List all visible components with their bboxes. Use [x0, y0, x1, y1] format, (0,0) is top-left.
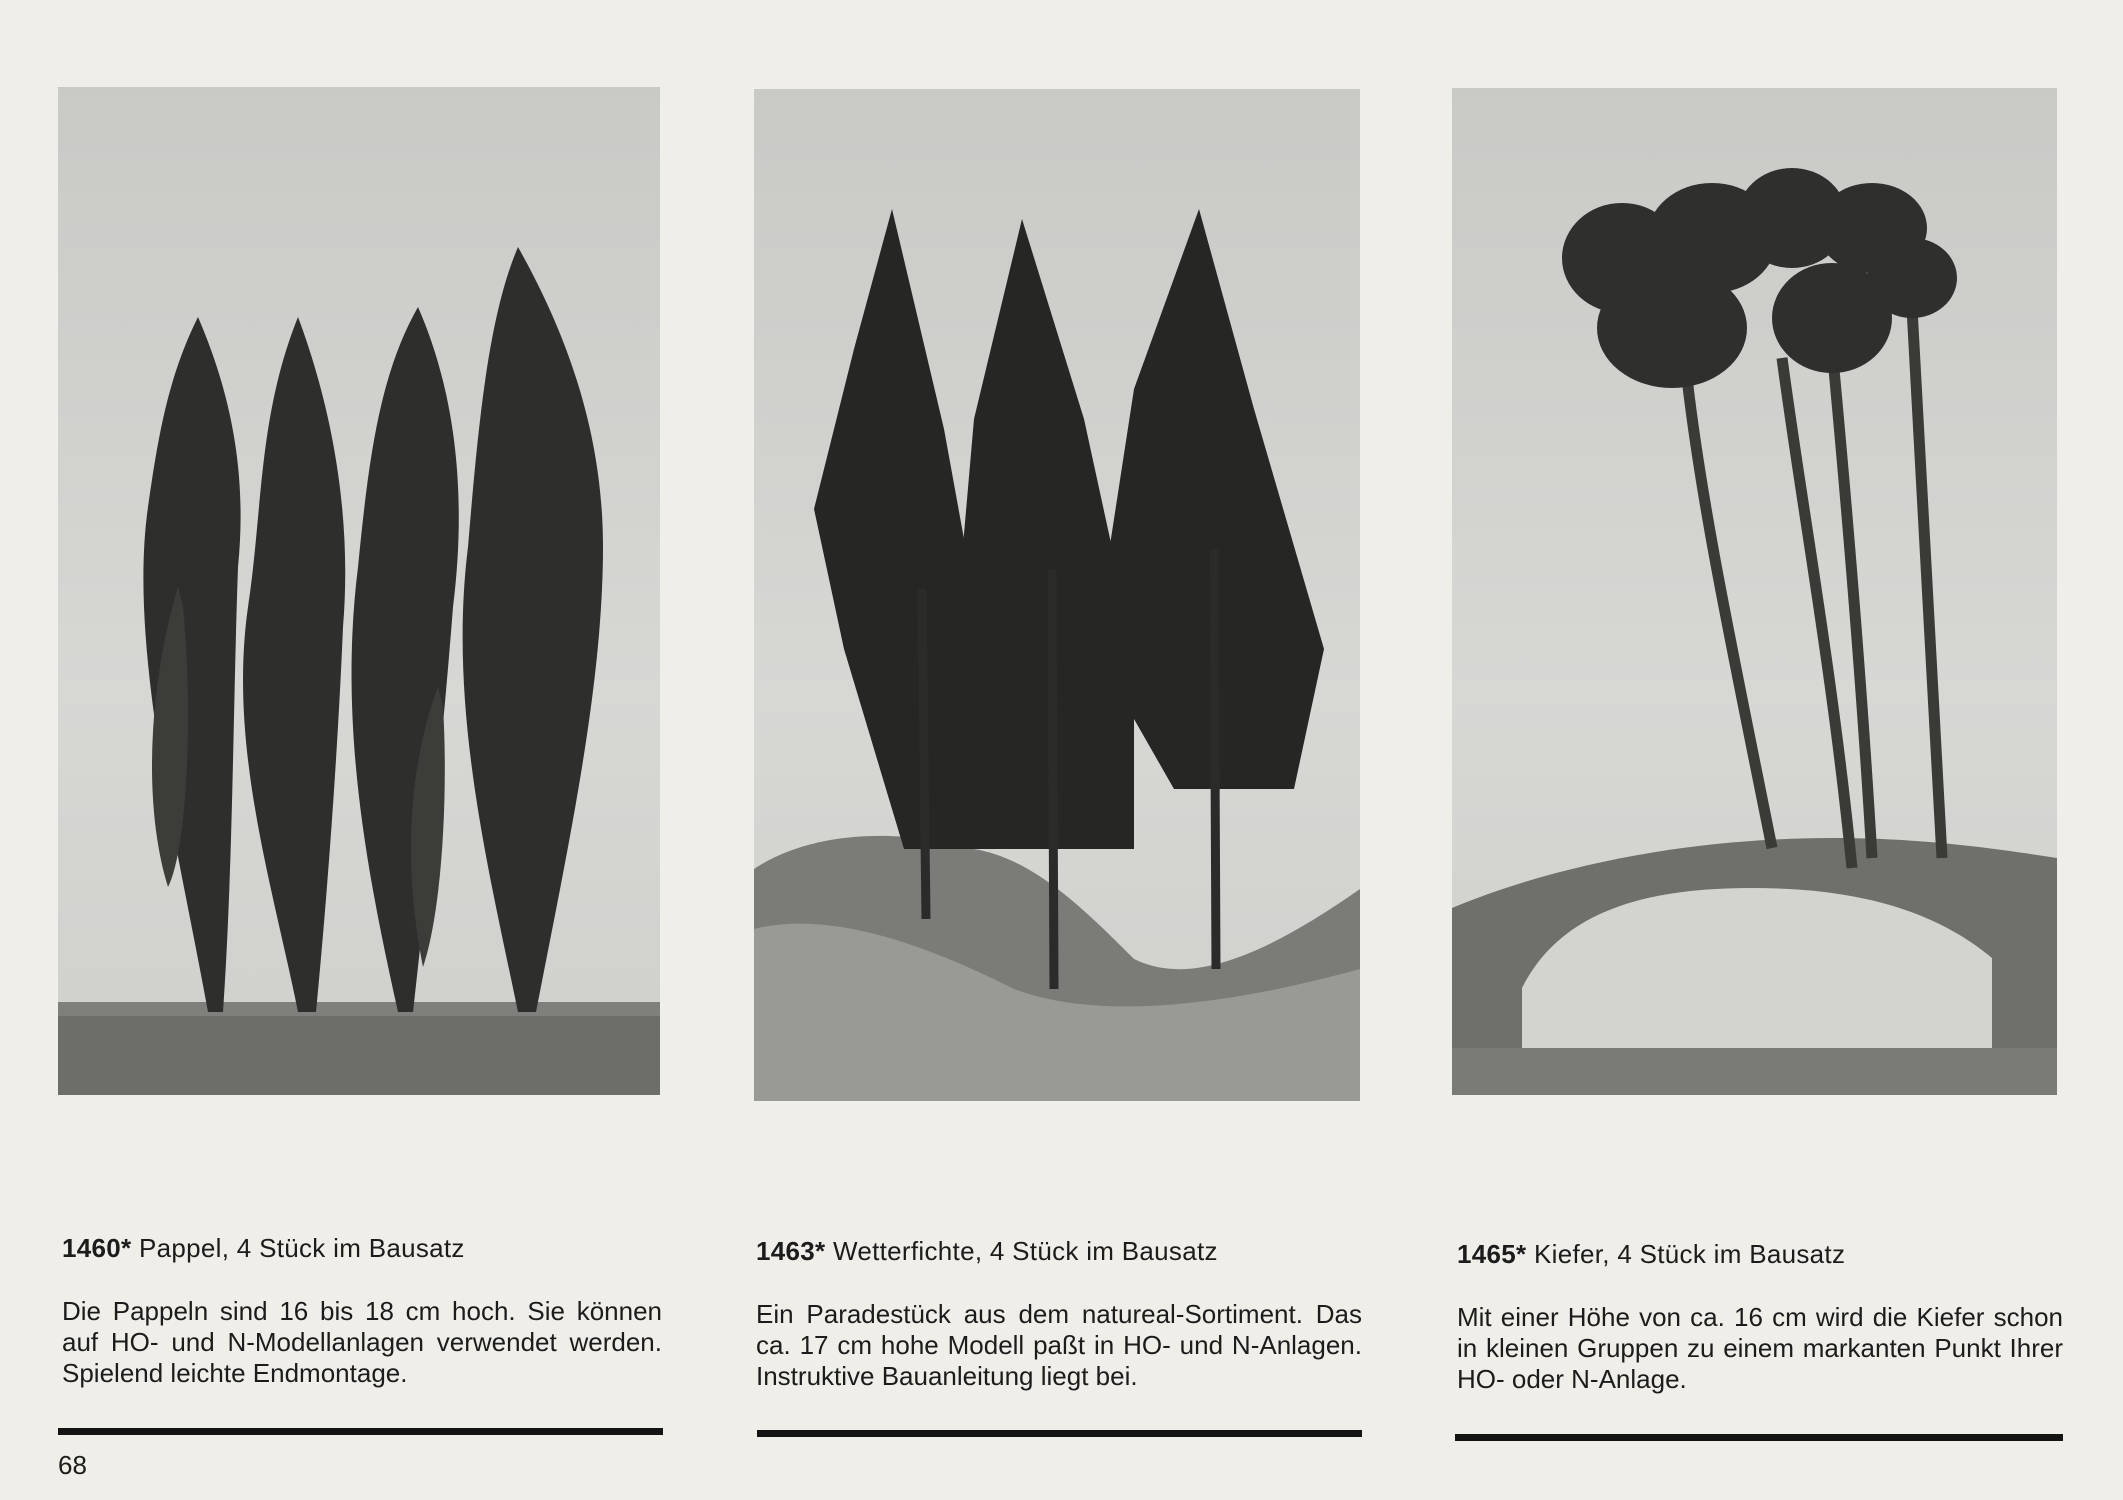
product-description: Mit einer Höhe von ca. 16 cm wird die Kiefer schon in kleinen Gruppen zu einem markanten Punkt Ihrer HO- oder N-Anlage.	[1457, 1302, 2063, 1394]
product-name: Pappel, 4 Stück im Bausatz	[131, 1233, 465, 1263]
divider-rule	[1455, 1434, 2063, 1441]
spruce-photo	[754, 89, 1360, 1101]
pine-photo	[1452, 88, 2057, 1095]
product-name: Kiefer, 4 Stück im Bausatz	[1526, 1239, 1846, 1269]
page-number: 68	[58, 1450, 87, 1480]
product-number: 1460*	[62, 1233, 132, 1263]
product-caption-1463	[756, 1236, 1362, 1392]
poplar-photo	[58, 87, 660, 1095]
divider-rule	[58, 1428, 663, 1435]
product-number: 1465*	[1457, 1239, 1527, 1269]
product-title	[1457, 1239, 2063, 1270]
product-title	[62, 1233, 662, 1264]
product-description: Die Pappeln sind 16 bis 18 cm hoch. Sie können auf HO- und N-Modellanlagen verwendet werden. Spielend leichte Endmontage.	[62, 1296, 662, 1388]
product-description: Ein Paradestück aus dem natureal-Sortiment. Das ca. 17 cm hohe Modell paßt in HO- und N-Anlagen. Instruktive Bauanleitung liegt bei.	[756, 1299, 1362, 1391]
product-name: Wetterfichte, 4 Stück im Bausatz	[825, 1236, 1218, 1266]
divider-rule	[757, 1430, 1362, 1437]
product-title	[756, 1236, 1362, 1267]
product-caption-1465	[1457, 1239, 2063, 1395]
product-caption-1460	[62, 1233, 662, 1389]
product-number: 1463*	[756, 1236, 826, 1266]
